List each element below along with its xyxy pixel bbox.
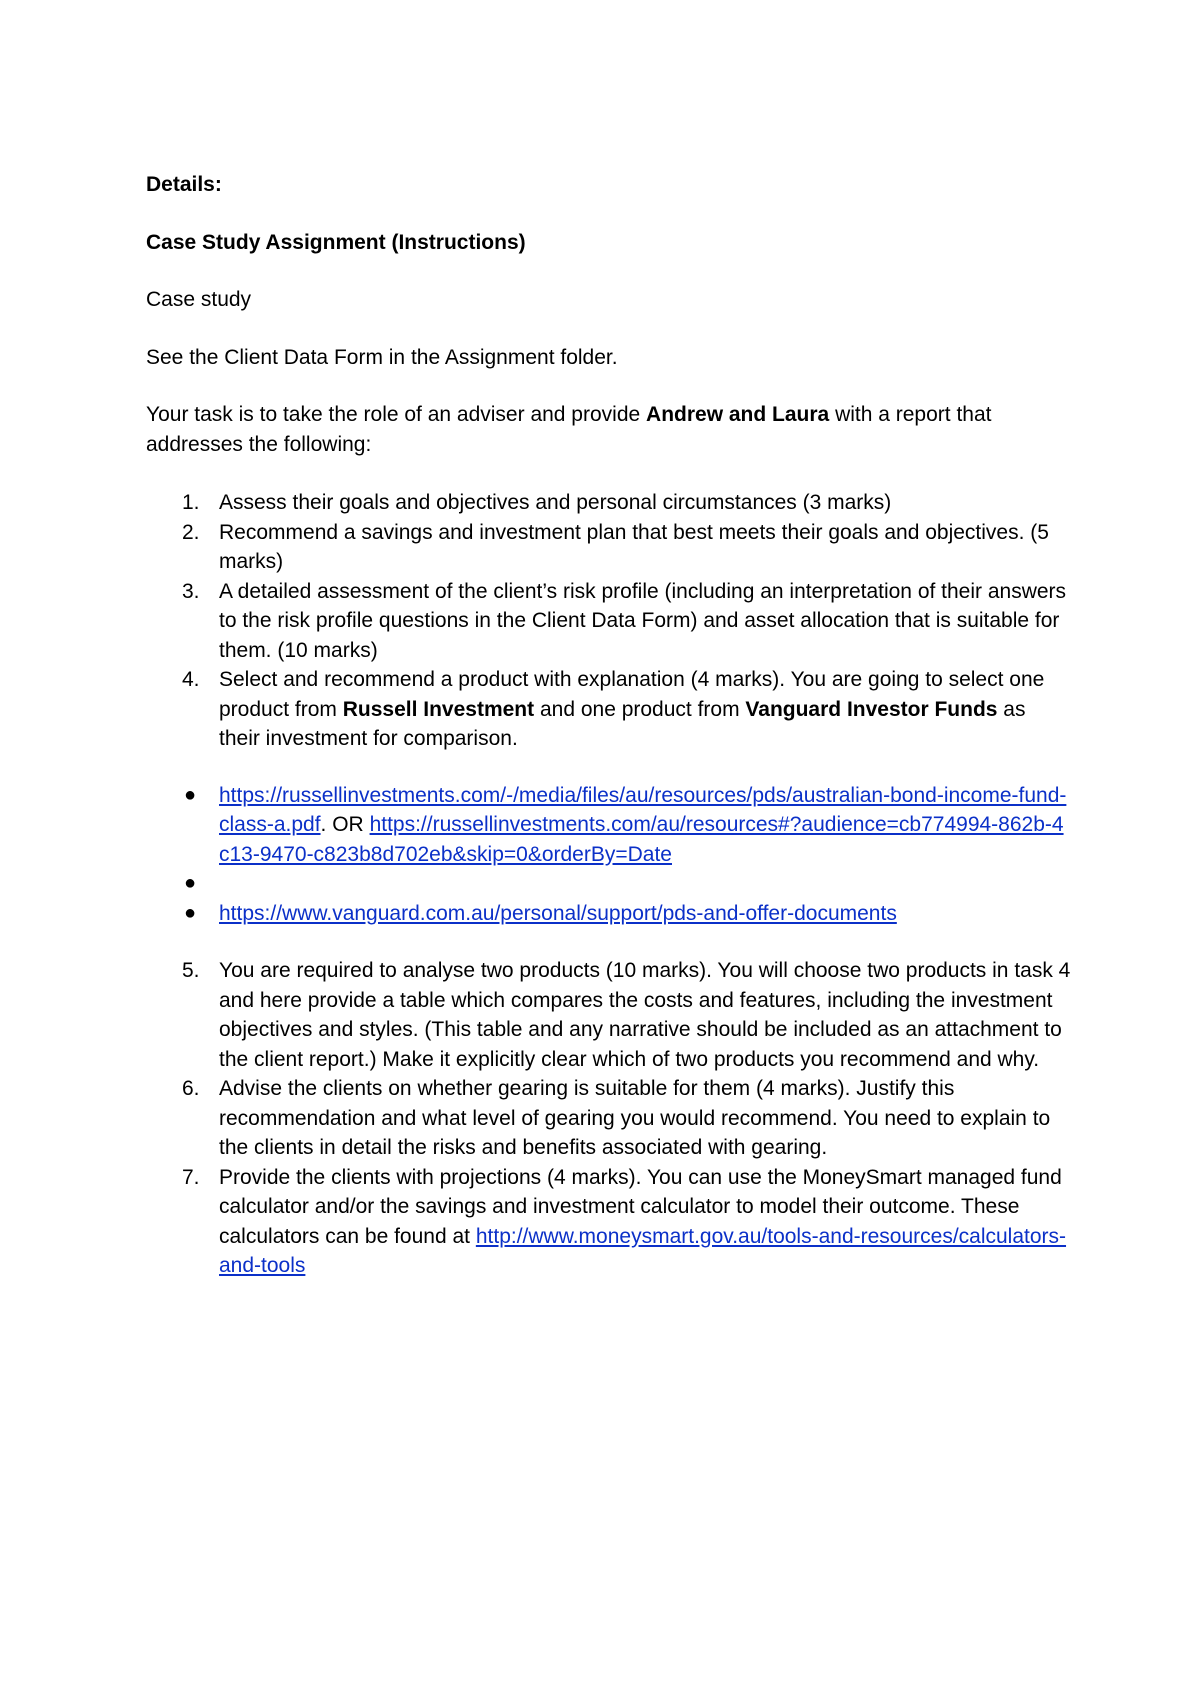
document-page: [146, 170, 1071, 1281]
vanguard-pds-link[interactable]: https://www.vanguard.com.au/personal/support/pds-and-offer-documents: [219, 901, 897, 925]
task4-part3: as their investment for comparison.: [219, 697, 1026, 750]
task-number: 2.: [182, 520, 200, 544]
task-list-part-a: [146, 488, 1071, 754]
task-text: Recommend a savings and investment plan that best meets their goals and objectives. (5 marks): [219, 520, 1049, 573]
task-text: You are required to analyse two products (10 marks). You will choose two products in task 4 and here provide a table which compares the costs and features, including the investment objectives and styles. (This table and any narrative should be included as an attachment to the client report.) Make it explicitly clear which of two products you recommend and why.: [219, 959, 1071, 1071]
task-item-4: [146, 665, 1071, 754]
list-item: [146, 899, 1071, 929]
moneysmart-link[interactable]: http://www.moneysmart.gov.au/tools-and-resources/calculators-and-tools: [219, 1224, 1067, 1277]
task-intro: [146, 400, 1071, 459]
task-number: 7.: [182, 1165, 200, 1189]
task-number: 1.: [182, 491, 200, 514]
task-item-2: [146, 518, 1071, 577]
task-item-1: [146, 488, 1071, 518]
list-item: [146, 781, 1071, 870]
task-text: Assess their goals and objectives and personal circumstances (3 marks): [219, 491, 892, 514]
russell-pds-link[interactable]: https://russellinvestments.com/-/media/files/au/resources/pds/australian-bond-income-fund-class-a.pdf: [219, 783, 1067, 836]
task-item-7: [146, 1163, 1071, 1281]
task4-part2: and one product from: [534, 697, 746, 721]
case-study-subtitle: Case study: [146, 288, 252, 311]
task-number: 3.: [182, 579, 200, 603]
resource-links-list: [146, 781, 1071, 929]
task-text: Advise the clients on whether gearing is suitable for them (4 marks). Justify this recommendation and what level of gearing you would recommend. You need to explain to the clients in detail the risks and benefits associated with gearing.: [219, 1077, 1051, 1159]
task-number: 4.: [182, 668, 200, 691]
bullet-icon: ●: [184, 783, 197, 806]
task-intro-before: Your task is to take the role of an adviser and provide: [146, 403, 647, 426]
link-separator: . OR: [320, 813, 370, 836]
task-item-5: [146, 956, 1071, 1074]
task-list-part-b: [146, 956, 1071, 1281]
task-text: A detailed assessment of the client’s risk profile (including an interpretation of their answers to the risk profile questions in the Client Data Form) and asset allocation that is suitable for them. (10 marks): [219, 579, 1067, 662]
russell-resources-link[interactable]: https://russellinvestments.com/au/resources#?audience=cb774994-862b-4c13-9470-c823b8d702eb&skip=0&orderBy=Date: [219, 813, 1064, 866]
task4-part1: Select and recommend a product with explanation (4 marks). You are going to select one product from: [219, 668, 1045, 721]
client-names: Andrew and Laura: [646, 403, 830, 426]
list-item: [146, 869, 1071, 899]
assignment-title: Case Study Assignment (Instructions): [146, 230, 526, 254]
task-number: 6.: [182, 1077, 200, 1100]
bullet-icon: ●: [184, 872, 197, 894]
task-text: Provide the clients with projections (4 marks). You can use the MoneySmart managed fund calculator and/or the savings and investment calculator to model their outcome. These calculators can be found at: [219, 1165, 1062, 1248]
vanguard-funds-label: Vanguard Investor Funds: [745, 697, 998, 721]
details-label: Details:: [146, 173, 222, 196]
task-intro-after: with a report that addresses the following:: [146, 403, 992, 456]
client-form-note: See the Client Data Form in the Assignment folder.: [146, 345, 618, 369]
russell-investment-label: Russell Investment: [342, 697, 535, 721]
task-item-6: [146, 1074, 1071, 1163]
task-number: 5.: [182, 959, 200, 982]
task-item-3: [146, 577, 1071, 666]
bullet-icon: ●: [184, 901, 197, 924]
